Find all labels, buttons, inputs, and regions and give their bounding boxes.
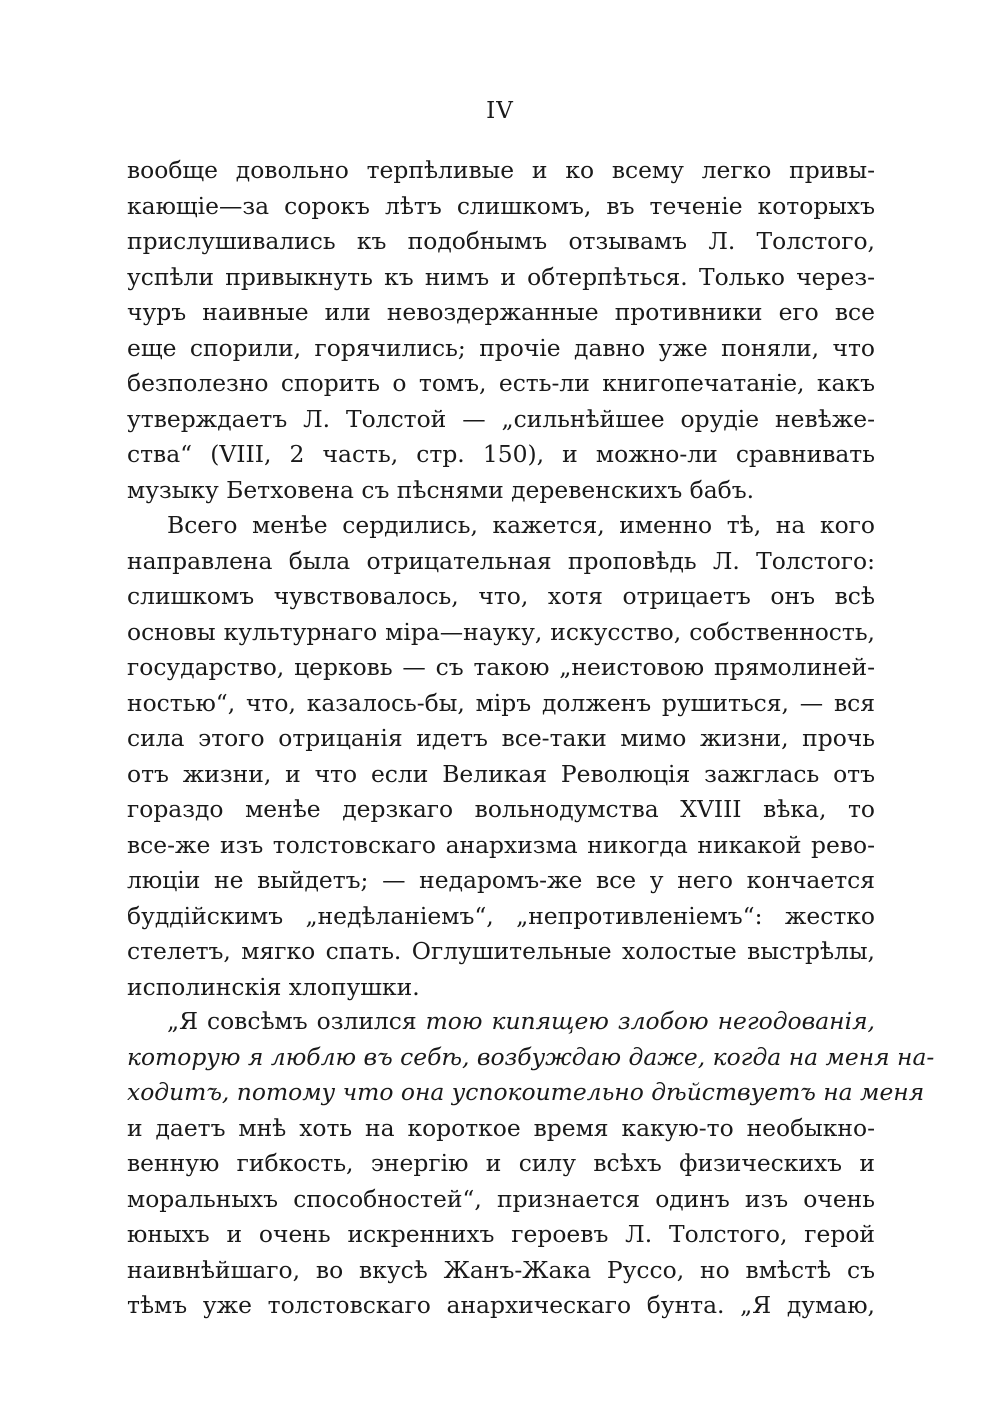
- paragraph-2: [127, 508, 875, 1005]
- text-line: основы культурнаго міра—науку, искусство, собственность,: [127, 617, 875, 646]
- paragraph-1: [127, 153, 875, 508]
- text-line: юныхъ и очень искреннихъ героевъ Л. Толстого, герой: [127, 1220, 875, 1248]
- text-line: вообще довольно терпѣливые и ко всему легко привы-: [127, 156, 875, 184]
- text-line: люціи не выйдетъ; — недаромъ-же все у него кончается: [127, 866, 875, 894]
- text-line: и даетъ мнѣ хоть на короткое время какую-то необыкно-: [127, 1113, 875, 1142]
- quote-italic: тою кипящею злобою негодованія,: [425, 1007, 875, 1035]
- text-line: тѣмъ уже толстовскаго анархическаго бунта. „Я думаю,: [127, 1291, 875, 1319]
- text-line: прислушивались къ подобнымъ отзывамъ Л. Толстого,: [127, 227, 875, 255]
- text-line: направлена была отрицательная проповѣдь Л. Толстого:: [127, 546, 875, 575]
- text-line: ства“ (VIII, 2 часть, стр. 150), и можно-ли сравнивать: [127, 440, 875, 468]
- text-line: [127, 1004, 875, 1040]
- text-line: наивнѣйшаго, во вкусѣ Жанъ-Жака Руссо, но вмѣстѣ съ: [127, 1255, 875, 1284]
- text-line: сила этого отрицанія идетъ все-таки мимо жизни, прочь: [127, 724, 875, 752]
- italic-line: которую я люблю въ себѣ, возбуждаю даже, когда на меня на-: [127, 1042, 935, 1071]
- text-line: венную гибкость, энергію и силу всѣхъ физическихъ и: [127, 1149, 875, 1177]
- text-line: музыку Бетховена съ пѣснями деревенскихъ бабъ.: [127, 475, 755, 504]
- paragraph-3: [127, 1004, 935, 1324]
- text-line: кающіе—за сорокъ лѣтъ слишкомъ, въ теченіе которыхъ: [127, 191, 875, 220]
- text-line: моральныхъ способностей“, признается одинъ изъ очень: [127, 1184, 875, 1213]
- text-line: Всего менѣе сердились, кажется, именно тѣ, на кого: [167, 511, 875, 539]
- text-line: слишкомъ чувствовалось, что, хотя отрицаетъ онъ всѣ: [127, 582, 875, 610]
- text-line: буддійскимъ „недѣланіемъ“, „непротивленіемъ“: жестко: [127, 901, 875, 930]
- italic-line: ходитъ, потому что она успокоительно дѣйствуетъ на меня: [127, 1078, 925, 1106]
- text-line: ностью“, что, казалось-бы, міръ долженъ рушиться, — вся: [127, 688, 875, 717]
- text-line: успѣли привыкнуть къ нимъ и обтерпѣться. Только через-: [127, 262, 875, 291]
- text-line: государство, церковь — съ такою „неистовою прямолиней-: [127, 653, 875, 681]
- text-line: гораздо менѣе дерзкаго вольнодумства XVIII вѣка, то: [127, 795, 875, 823]
- text-line: стелетъ, мягко спать. Оглушительные холостые выстрѣлы,: [127, 937, 875, 965]
- text-line: все-же изъ толстовскаго анархизма никогда никакой рево-: [127, 830, 875, 859]
- text-line: чуръ наивные или невоздержанные противники его все: [127, 298, 875, 326]
- text-line: утверждаетъ Л. Толстой — „сильнѣйшее орудіе невѣже-: [127, 404, 875, 433]
- text-line: исполинскія хлопушки.: [127, 972, 420, 1001]
- text-line: отъ жизни, и что если Великая Революція зажглась отъ: [127, 759, 875, 788]
- quote-opening: „Я совсѣмъ озлился: [167, 1007, 426, 1035]
- text-line: еще спорили, горячились; прочіе давно уже поняли, что: [127, 333, 875, 362]
- text-line: безполезно спорить о томъ, есть-ли книгопечатаніе, какъ: [127, 369, 875, 397]
- page-number: IV: [486, 98, 514, 124]
